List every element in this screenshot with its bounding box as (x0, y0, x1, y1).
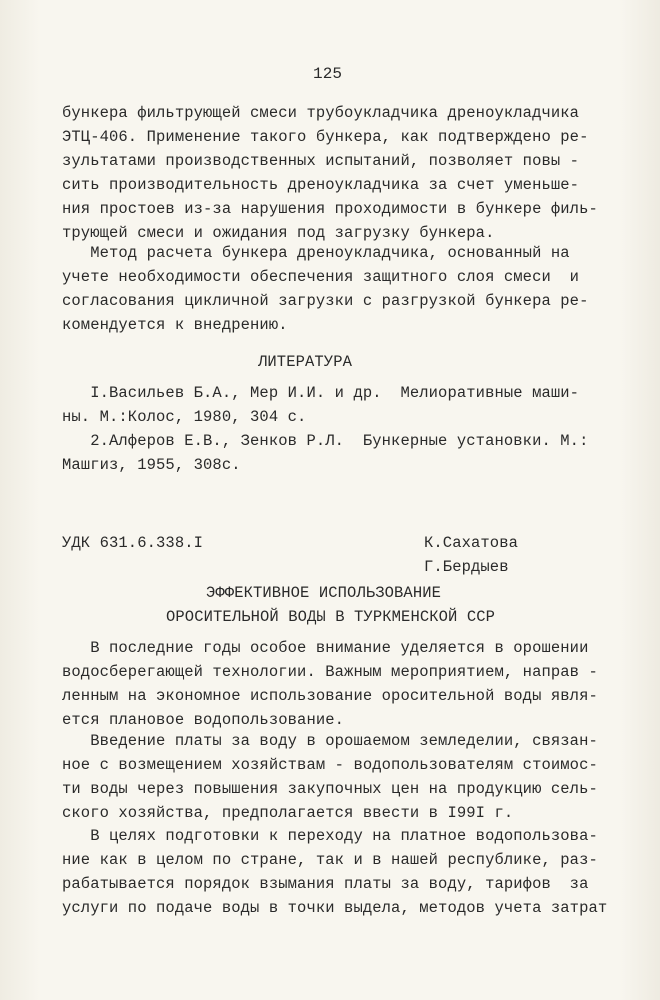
text-line: сить производительность дреноукладчика за счет уменьше- (62, 176, 580, 194)
article-title: ОРОСИТЕЛЬНОЙ ВОДЫ В ТУРКМЕНСКОЙ ССР (166, 608, 496, 626)
text-line: водосберегающей технологии. Важным мероприятием, направ - (62, 663, 598, 681)
text-line: учете необходимости обеспечения защитного слоя смеси и (62, 268, 580, 286)
author-name: Г.Бердыев (424, 558, 509, 576)
page-number: 125 (313, 65, 343, 83)
text-line: Введение платы за воду в орошаемом земледелии, связан- (62, 732, 598, 750)
reference-line: 2.Алферов Е.В., Зенков Р.Л. Бункерные установки. М.: (62, 432, 589, 450)
text-line: ное с возмещением хозяйствам - водопользователям стоимос- (62, 756, 598, 774)
text-line: В последние годы особое внимание уделяется в орошении (62, 639, 589, 657)
text-line: трующей смеси и ожидания под загрузку бункера. (62, 224, 495, 242)
article-title: ЭФФЕКТИВНОЕ ИСПОЛЬЗОВАНИЕ (206, 584, 442, 602)
reference-line: Машгиз, 1955, 308с. (62, 456, 241, 474)
text-line: Метод расчета бункера дреноукладчика, основанный на (62, 244, 570, 262)
text-line: ского хозяйства, предполагается ввести в I99I г. (62, 804, 514, 822)
udk-code: УДК 631.6.338.I (62, 534, 204, 552)
text-line: В целях подготовки к переходу на платное водопользова- (62, 827, 598, 845)
reference-line: ны. М.:Колос, 1980, 304 с. (62, 408, 307, 426)
literature-heading: ЛИТЕРАТУРА (258, 353, 353, 371)
text-line: рабатывается порядок взымания платы за воду, тарифов за (62, 875, 589, 893)
text-line: ется плановое водопользование. (62, 711, 345, 729)
text-line: услуги по подаче воды в точки выдела, методов учета затрат (62, 899, 608, 917)
text-line: согласования цикличной загрузки с разгрузкой бункера ре- (62, 292, 589, 310)
text-line: комендуется к внедрению. (62, 316, 288, 334)
text-line: ленным на экономное использование оросительной воды явля- (62, 687, 598, 705)
reference-line: I.Васильев Б.А., Мер И.И. и др. Мелиоративные маши- (62, 384, 580, 402)
text-line: ние как в целом по стране, так и в нашей республике, раз- (62, 851, 598, 869)
author-name: К.Сахатова (424, 534, 519, 552)
text-line: зультатами производственных испытаний, позволяет повы - (62, 152, 580, 170)
text-line: бункера фильтрующей смеси трубоукладчика дреноукладчика (62, 104, 580, 122)
text-line: ти воды через повышения закупочных цен на продукцию сель- (62, 780, 598, 798)
text-line: ЭТЦ-406. Применение такого бункера, как подтверждено ре- (62, 128, 589, 146)
text-line: ния простоев из-за нарушения проходимости в бункере филь- (62, 200, 598, 218)
